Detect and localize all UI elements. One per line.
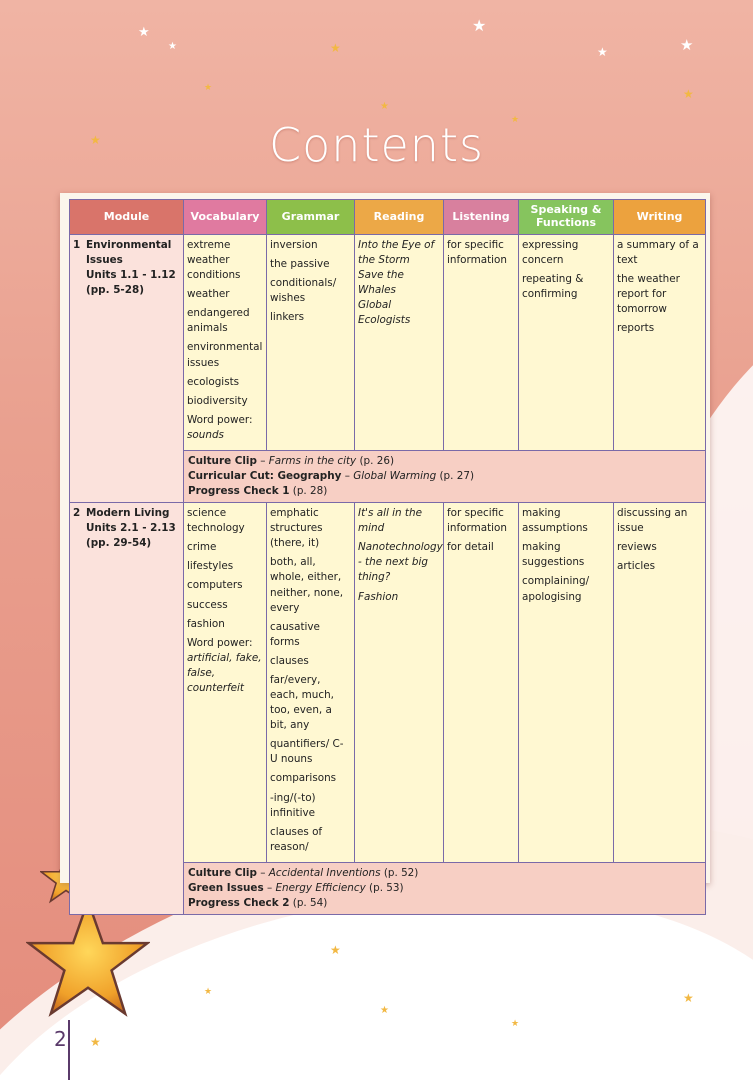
header-listening: Listening <box>444 200 519 235</box>
module-units: Units 1.1 - 1.12 <box>86 269 176 282</box>
star-icon: ★ <box>683 991 694 1005</box>
vocabulary-cell <box>184 503 267 863</box>
vocabulary-item: extreme weather conditions <box>187 239 241 282</box>
vocabulary-item: weather <box>187 288 230 301</box>
star-icon: ★ <box>380 101 389 112</box>
vocabulary-item: technology <box>187 522 245 535</box>
grammar-cell <box>267 503 355 863</box>
reading-item: Save the Whales <box>358 269 404 297</box>
vocabulary-item: endangered animals <box>187 307 250 335</box>
header-speaking-functions: Speaking & Functions <box>519 200 614 235</box>
module-units: Units 2.1 - 2.13 <box>86 522 176 535</box>
star-icon: ★ <box>472 920 487 939</box>
grammar-item: conditionals/ wishes <box>270 277 337 305</box>
star-icon: ★ <box>597 45 608 59</box>
reading-item: Global Ecologists <box>358 299 411 327</box>
grammar-cell <box>267 235 355 451</box>
header-row <box>70 200 706 235</box>
vocabulary-cell <box>184 235 267 451</box>
extra-line: Curricular Cut: Geography – Global Warming (p. 27) <box>188 470 475 483</box>
speaking-item: expressing concern <box>522 239 579 267</box>
speaking-item: complaining/ apologising <box>522 575 590 603</box>
word-power: Word power: artificial, fake, false, counterfeit <box>187 636 262 694</box>
module-name: Environmental Issues <box>86 239 172 267</box>
grammar-item: the passive <box>270 258 330 271</box>
page-title: Contents <box>269 118 484 172</box>
star-icon: ★ <box>472 16 487 35</box>
grammar-item: both, all, whole, either, neither, none, every <box>270 556 344 614</box>
star-icon: ★ <box>683 87 694 101</box>
module-row <box>70 503 706 863</box>
reading-item: Nanotechnology - the next big thing? <box>358 541 443 584</box>
module-pages: (pp. 29-54) <box>86 537 152 550</box>
star-icon: ★ <box>204 987 213 997</box>
grammar-item: -ing/(-to) infinitive <box>270 791 316 819</box>
writing-cell <box>614 503 706 863</box>
reading-item: Into the Eye of the Storm <box>358 239 435 267</box>
extra-line: Green Issues – Energy Efficiency (p. 53) <box>188 881 404 894</box>
module-pages: (pp. 5-28) <box>86 284 144 297</box>
speaking-item: repeating & confirming <box>522 273 584 301</box>
star-icon: ★ <box>330 41 341 55</box>
module-cell <box>70 503 184 915</box>
vocabulary-item: science <box>187 507 227 520</box>
vocabulary-item: ecologists <box>187 375 240 388</box>
module-row <box>70 235 706 451</box>
writing-item: reviews <box>617 541 657 554</box>
grammar-item: quantifiers/ C-U nouns <box>270 738 344 766</box>
listening-item: for specific information <box>447 239 507 267</box>
header-reading: Reading <box>355 200 444 235</box>
reading-item: It's all in the mind <box>358 507 422 535</box>
grammar-item: linkers <box>270 311 305 324</box>
star-icon: ★ <box>330 943 341 957</box>
extra-line: Culture Clip – Accidental Inventions (p. 52) <box>188 866 419 879</box>
reading-cell <box>355 235 444 451</box>
contents-table <box>69 199 706 915</box>
module-name: Modern Living <box>86 507 170 520</box>
writing-item: articles <box>617 560 656 573</box>
vocabulary-item: fashion <box>187 617 225 630</box>
vocabulary-item: environmental issues <box>187 341 263 369</box>
star-icon: ★ <box>597 949 608 963</box>
reading-cell <box>355 503 444 863</box>
star-icon: ★ <box>380 1005 389 1016</box>
writing-item: the weather report for tomorrow <box>617 273 680 316</box>
vocabulary-item: success <box>187 598 228 611</box>
writing-item: a summary of a text <box>617 239 699 267</box>
listening-cell <box>444 503 519 863</box>
star-icon: ★ <box>168 41 177 52</box>
grammar-item: comparisons <box>270 772 337 785</box>
listening-cell <box>444 235 519 451</box>
contents-panel <box>60 193 710 909</box>
vocabulary-item: crime <box>187 541 217 554</box>
speaking-item: making suggestions <box>522 541 585 569</box>
module-cell <box>70 235 184 503</box>
speaking-cell <box>519 503 614 863</box>
module-extras <box>184 450 706 502</box>
listening-item: for specific information <box>447 507 507 535</box>
grammar-item: causative forms <box>270 620 320 648</box>
word-power: Word power: sounds <box>187 413 253 441</box>
speaking-cell <box>519 235 614 451</box>
header-grammar: Grammar <box>267 200 355 235</box>
extra-line: Progress Check 1 (p. 28) <box>188 485 328 498</box>
grammar-item: far/every, each, much, too, even, a bit, any <box>270 673 334 732</box>
listening-item: for detail <box>447 541 494 554</box>
star-icon: ★ <box>138 25 150 40</box>
vocabulary-item: biodiversity <box>187 394 248 407</box>
star-icon: ★ <box>204 83 213 93</box>
writing-item: reports <box>617 322 655 335</box>
star-icon: ★ <box>680 36 694 54</box>
writing-cell <box>614 235 706 451</box>
grammar-item: emphatic structures (there, it) <box>270 507 323 550</box>
star-icon: ★ <box>90 133 101 147</box>
page-number-bar <box>68 1020 70 1080</box>
header-writing: Writing <box>614 200 706 235</box>
star-icon: ★ <box>511 115 520 125</box>
speaking-item: making assumptions <box>522 507 588 535</box>
header-module: Module <box>70 200 184 235</box>
star-icon: ★ <box>90 1035 101 1049</box>
extra-line: Culture Clip – Farms in the city (p. 26) <box>188 454 395 467</box>
header-vocabulary: Vocabulary <box>184 200 267 235</box>
writing-item: discussing an issue <box>617 507 688 535</box>
extra-line: Progress Check 2 (p. 54) <box>188 896 328 909</box>
grammar-item: inversion <box>270 239 318 251</box>
module-extras <box>184 862 706 914</box>
grammar-item: clauses <box>270 654 309 667</box>
page-number: 2 <box>54 1027 67 1051</box>
module-number: 1 <box>73 239 81 251</box>
module-number: 2 <box>73 507 81 520</box>
vocabulary-item: computers <box>187 579 243 592</box>
grammar-item: clauses of reason/ <box>270 825 323 853</box>
star-icon: ★ <box>511 1019 520 1029</box>
vocabulary-item: lifestyles <box>187 560 234 573</box>
reading-item: Fashion <box>358 590 399 603</box>
star-icon: ★ <box>680 938 694 956</box>
